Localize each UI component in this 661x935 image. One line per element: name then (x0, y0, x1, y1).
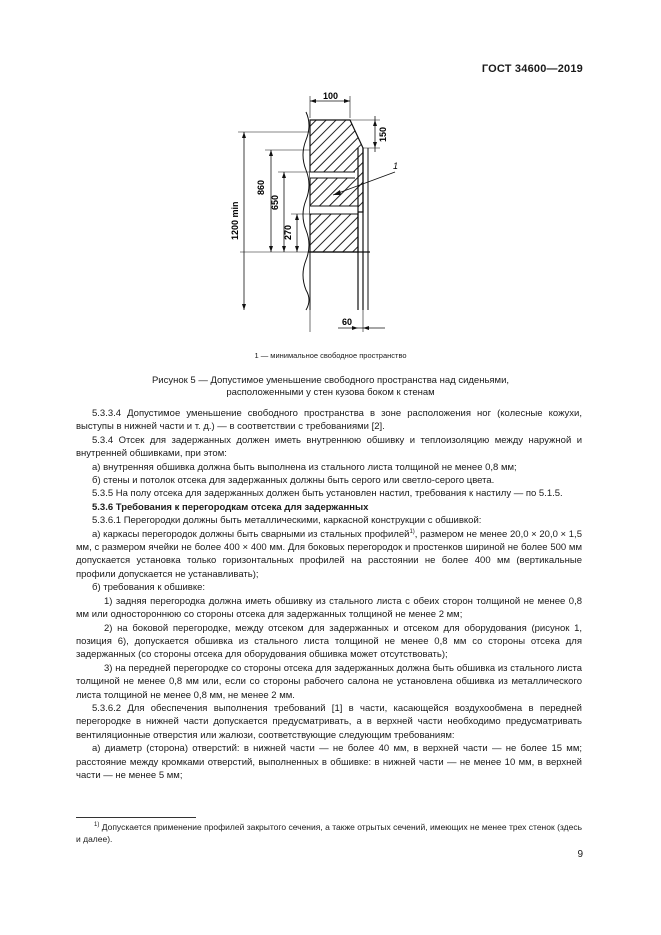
paragraph-5-3-6-1: 5.3.6.1 Перегородки должны быть металлическими, каркасной конструкции с обшивкой: (92, 515, 482, 527)
dim-100: 100 (323, 91, 339, 101)
caption-line-2: расположенными у стен кузова боком к стенам (226, 387, 435, 398)
break-line (303, 112, 309, 310)
item-b-wall-color: б) стены и потолок отсека для задержанных должны быть серого или светло-серого цвета. (92, 475, 495, 487)
item-a-frames (76, 528, 582, 582)
figure-legend: 1 — минимальное свободное пространство (254, 351, 407, 360)
item-a-text-start: а) каркасы перегородок должны быть сварными из стальных профилей (92, 528, 410, 540)
figure-caption (0, 375, 661, 399)
footnote (76, 821, 582, 845)
hatched-body (310, 120, 363, 212)
technical-drawing (0, 0, 661, 345)
body-text (76, 407, 582, 782)
footnote-marker: 1) (94, 822, 100, 828)
footnote-ref[interactable]: 1) (409, 528, 415, 535)
subitem-2-side-partition: 2) на боковой перегородке, между отсеком для задержанных и отсеком для оборудования (рисунок 1, позиция 6), допускается обшивка из стального листа толщиной не менее 0,8 мм со стороны отсека для задержанных (со стороны отсека для оборудования обшивка может отсутствовать); (76, 622, 582, 661)
page-number: 9 (577, 849, 583, 860)
item-a-hole-diameter: а) диаметр (сторона) отверстий: в нижней части — не более 40 мм, в верхней части — не более 15 мм; расстояние между кромками отверстий, выполненных в обшивке: в нижней части — не менее 10 мм, в верхней части — не менее 5 мм; (76, 743, 582, 781)
paragraph-5-3-5: 5.3.5 На полу отсека для задержанных должен быть установлен настил, требования к настилу — по 5.1.5. (92, 488, 563, 500)
paragraph-5-3-4: 5.3.4 Отсек для задержанных должен иметь внутреннюю обшивку и теплоизоляцию между наружной и внутренней обшивками, при этом: (76, 434, 582, 460)
paragraph-5-3-3-4: 5.3.3.4 Допустимое уменьшение свободного пространства в зоне расположения ног (колесные кожухи, выступы в нижней части и т. д.) — в соответствии с требованиями [2]. (76, 408, 582, 433)
dim-650: 650 (270, 194, 280, 210)
standard-designation: ГОСТ 34600—2019 (481, 63, 583, 75)
callout-1: 1 (393, 161, 399, 171)
dim-150: 150 (378, 126, 388, 142)
dim-60: 60 (342, 317, 353, 327)
item-a-text-end: , размером не менее 20,0 × 20,0 × 1,5 мм, с размером ячейки не более 400 × 400 мм. Для боковых перегородок и простенков шириной не более 500 мм допускается установка только горизонтальных профилей на расстоянии не более 400 мм (вертикальные профили допускается не устанавливать); (76, 528, 582, 580)
subitem-1-rear-partition: 1) задняя перегородка должна иметь обшивку из стального листа с обеих сторон толщиной не менее 0,8 мм или одностороннюю со стороны отсека для задержанных толщиной не менее 2 мм; (76, 595, 582, 621)
seat-block (310, 212, 358, 252)
subitem-3-front-partition: 3) на передней перегородке со стороны отсека для задержанных должна быть обшивка из стального листа толщиной не менее 0,8 мм или, если со стороны рабочего салона не установлена обшивка из металлического листа толщиной не менее 0,8 мм, не менее 2 мм. (76, 662, 582, 701)
dim-1200-min: 1200 min (230, 201, 240, 240)
footnote-text: Допускается применение профилей закрытого сечения, а также отрытых сечений, имеющих не менее трех стенок (здесь и далее). (76, 822, 582, 844)
footnote-divider (76, 817, 196, 818)
item-a-inner-lining: а) внутренняя обшивка должна быть выполнена из стального листа толщиной не менее 0,8 мм; (92, 461, 517, 473)
heading-5-3-6: 5.3.6 Требования к перегородкам отсека для задержанных (92, 501, 369, 513)
item-b-lining-requirements: б) требования к обшивке: (92, 582, 206, 594)
figure-5-drawing (0, 0, 661, 345)
caption-line-1: Рисунок 5 — Допустимое уменьшение свободного пространства над сиденьями, (151, 375, 510, 386)
paragraph-5-3-6-2: 5.3.6.2 Для обеспечения выполнения требований [1] в части, касающейся воздухообмена в передней перегородке в нижней части допускается предусматривать, а в верхней части необходимо предусматривать вентиляционные отверстия или жалюзи, соответствующие следующим требованиям: (76, 702, 582, 741)
dim-270: 270 (283, 224, 293, 240)
dim-860: 860 (256, 179, 266, 195)
